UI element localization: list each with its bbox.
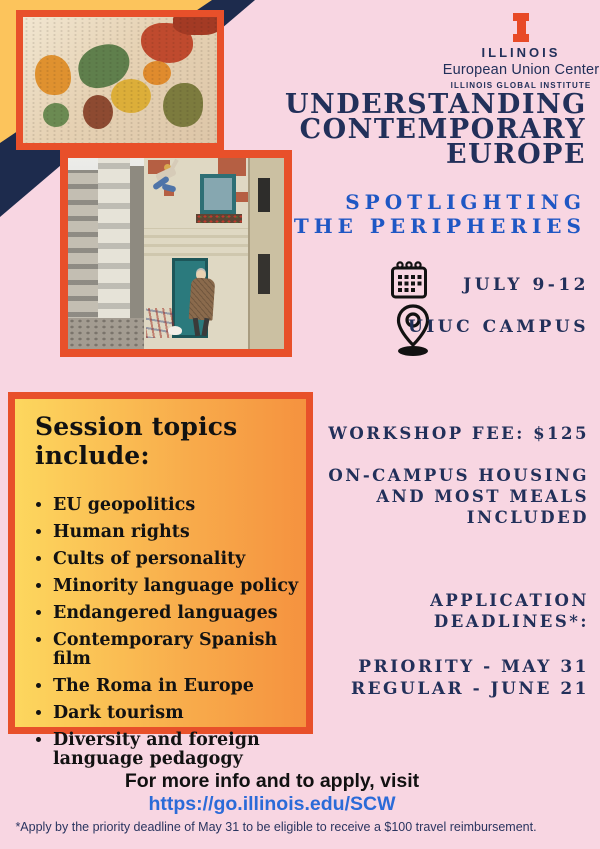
map-text-noise: [23, 17, 217, 143]
housing-line: ON-CAMPUS HOUSING: [328, 466, 589, 485]
deadlines-line: APPLICATION: [430, 591, 589, 610]
calendar-icon: [390, 260, 428, 306]
deadlines-heading: [430, 590, 589, 632]
deadlines-line: DEADLINES*:: [433, 612, 589, 631]
cobblestone-road: [68, 318, 148, 349]
logo-wordmark: ILLINOIS: [481, 45, 561, 60]
title-line: CONTEMPORARY: [299, 114, 586, 145]
illinois-block-i-icon: [441, 13, 600, 42]
apply-cta: [0, 770, 600, 816]
topic-item: • Contemporary Spanish film: [53, 631, 306, 669]
topic-item: • Dark tourism: [53, 704, 306, 723]
priority-deadline: PRIORITY - MAY 31: [358, 657, 589, 677]
cta-text: For more info and to apply, visit: [124, 770, 420, 792]
topic-item: • Minority language policy: [53, 577, 306, 596]
deadline-dates: [351, 656, 589, 700]
reimbursement-note: *Apply by the priority deadline of May 31 to be eligible to receive a $100 travel reimbursement.: [15, 820, 537, 834]
subtitle-line: SPOTLIGHTING: [345, 190, 586, 214]
topics-heading: Session topics include:: [35, 412, 238, 470]
facade-grooves: [144, 228, 248, 256]
topic-item: • Endangered languages: [53, 604, 306, 623]
page-subtitle: [285, 190, 586, 238]
title-line: UNDERSTANDING: [285, 89, 587, 120]
flower-box: [196, 214, 242, 223]
europe-map-photo: [16, 10, 224, 150]
illinois-eu-center-logo: [441, 13, 600, 90]
logo-institute-name: ILLINOIS GLOBAL INSTITUTE: [450, 81, 592, 90]
event-location: UIUC CAMPUS: [408, 317, 589, 337]
page-title: [285, 89, 587, 170]
housing-line: AND MOST MEALS: [376, 487, 589, 506]
session-topics-box: [8, 392, 313, 769]
dark-shutter: [258, 254, 270, 294]
apply-link[interactable]: https://go.illinois.edu/SCW: [148, 793, 396, 815]
title-line: EUROPE: [446, 139, 586, 170]
brick-patch: [236, 192, 248, 202]
topic-item: • Diversity and foreign language pedagogy: [53, 731, 306, 769]
topic-item: • EU geopolitics: [53, 496, 306, 515]
housing-line: INCLUDED: [466, 508, 589, 527]
housing-info: [328, 465, 589, 528]
topic-item: • The Roma in Europe: [53, 677, 306, 696]
topic-item: • Cults of personality: [53, 550, 306, 569]
detective-figure-coat: [189, 277, 216, 321]
white-dog: [168, 326, 182, 335]
mural-window: [200, 174, 236, 214]
topics-list: [23, 496, 306, 769]
topic-item: • Human rights: [53, 523, 306, 542]
regular-deadline: REGULAR - JUNE 21: [350, 679, 589, 699]
event-dates: JULY 9-12: [463, 275, 589, 295]
dark-shutter: [258, 178, 270, 212]
workshop-fee: WORKSHOP FEE: $125: [328, 424, 589, 443]
logo-unit-name: European Union Center: [442, 62, 600, 78]
brussels-mural-street-photo: [60, 150, 292, 357]
subtitle-line: THE PERIPHERIES: [293, 214, 586, 238]
